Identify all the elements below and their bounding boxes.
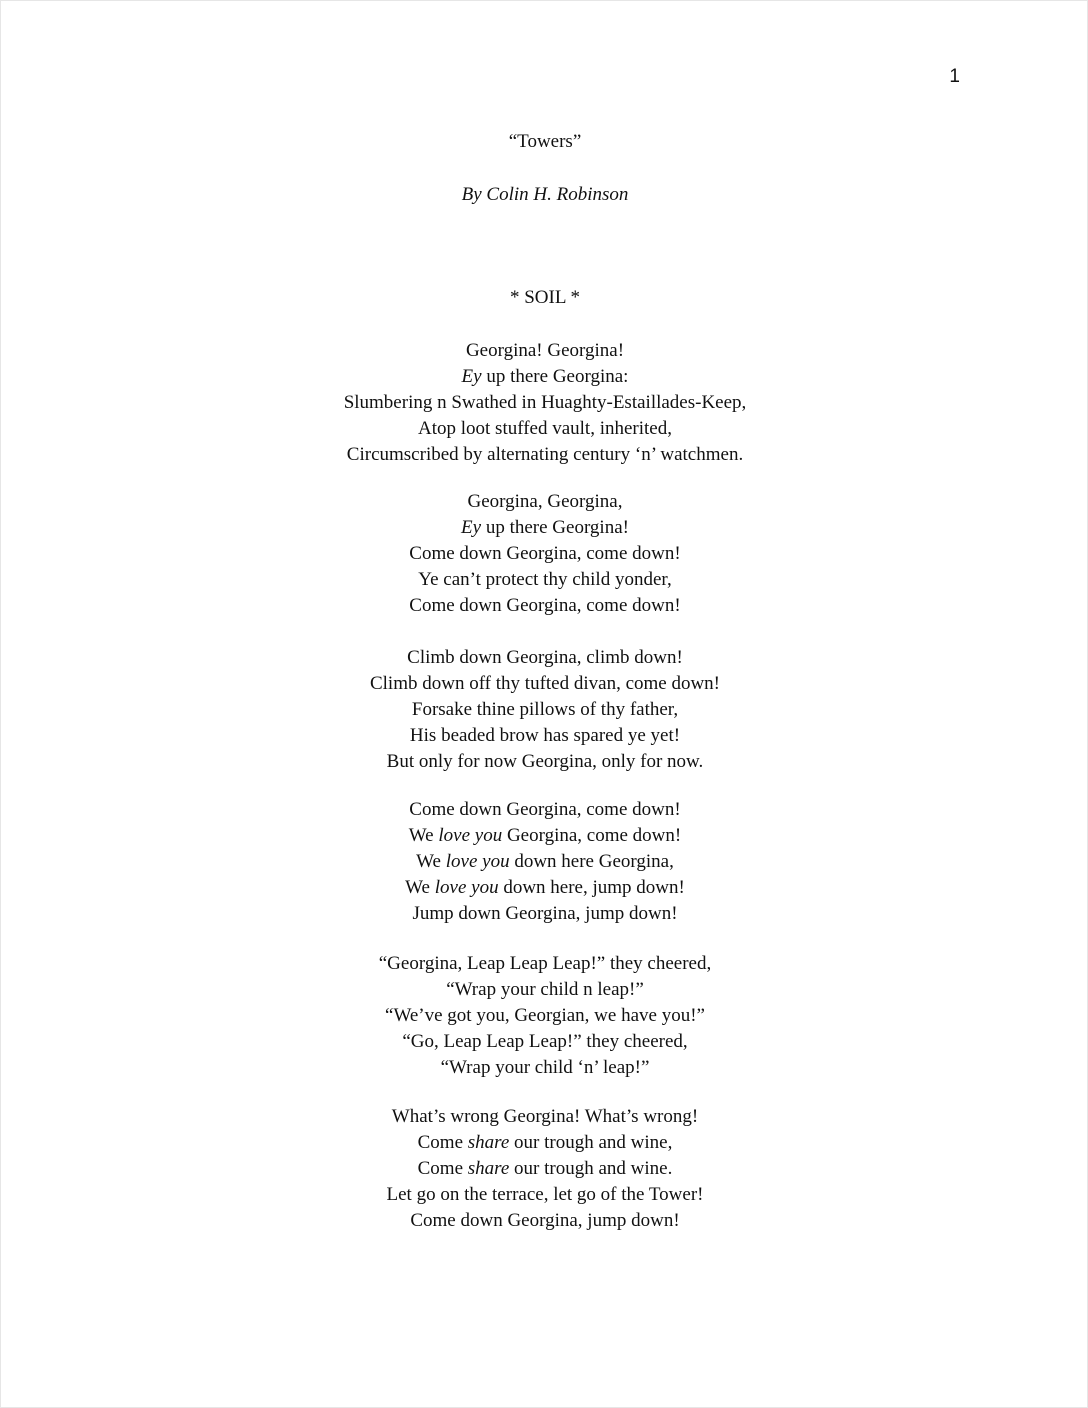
poem-byline: By Colin H. Robinson: [461, 184, 629, 205]
emphasized-text: Ey: [461, 517, 482, 538]
emphasized-text: Ey: [461, 366, 482, 387]
line-text: Come down Georgina, come down!: [409, 799, 681, 820]
line-text: “Go, Leap Leap Leap!” they cheered,: [402, 1031, 688, 1052]
poem-line: [1, 645, 1088, 671]
poem-line: [1, 1130, 1088, 1156]
stanza-4: [1, 797, 1088, 927]
poem-line: [1, 390, 1088, 416]
emphasized-text: share: [467, 1132, 510, 1153]
stanza-2: [1, 489, 1088, 619]
line-text: His beaded brow has spared ye yet!: [409, 725, 681, 746]
line-text: Georgina, Georgina,: [467, 491, 623, 512]
poem-line: [1, 697, 1088, 723]
line-text: We: [408, 825, 439, 846]
line-text: Come: [417, 1158, 468, 1179]
line-text: up there Georgina:: [481, 366, 629, 387]
line-text: “We’ve got you, Georgian, we have you!”: [385, 1005, 705, 1026]
poem-line: [1, 1003, 1088, 1029]
poem-line: [1, 541, 1088, 567]
stanza-5: [1, 951, 1088, 1081]
poem-line: [1, 723, 1088, 749]
stanza-6: [1, 1104, 1088, 1234]
emphasized-text: love you: [438, 825, 503, 846]
poem-line: [1, 849, 1088, 875]
poem-line: [1, 338, 1088, 364]
emphasized-text: love you: [434, 877, 499, 898]
line-text: our trough and wine,: [509, 1132, 673, 1153]
line-text: Come down Georgina, come down!: [409, 595, 681, 616]
line-text: We: [416, 851, 446, 872]
line-text: Circumscribed by alternating century ‘n’ watchmen.: [346, 444, 744, 465]
line-text: Atop loot stuffed vault, inherited,: [418, 418, 672, 439]
line-text: Jump down Georgina, jump down!: [412, 903, 678, 924]
stanza-1: [1, 338, 1088, 468]
line-text: What’s wrong Georgina! What’s wrong!: [391, 1106, 699, 1127]
line-text: Climb down Georgina, climb down!: [407, 647, 683, 668]
poem-line: [1, 442, 1088, 468]
line-text: “Georgina, Leap Leap Leap!” they cheered,: [378, 953, 712, 974]
poem-line: [1, 875, 1088, 901]
poem-line: [1, 749, 1088, 775]
poem-line: [1, 567, 1088, 593]
line-text: Let go on the terrace, let go of the Tower!: [386, 1184, 704, 1205]
poem-line: [1, 1182, 1088, 1208]
line-text: Come down Georgina, jump down!: [410, 1210, 680, 1231]
line-text: “Wrap your child ‘n’ leap!”: [440, 1057, 650, 1078]
poem-line: [1, 823, 1088, 849]
poem-line: [1, 416, 1088, 442]
page-number: 1: [949, 66, 960, 87]
line-text: down here, jump down!: [498, 877, 685, 898]
poem-line: [1, 364, 1088, 390]
line-text: up there Georgina!: [481, 517, 629, 538]
line-text: Georgina, come down!: [502, 825, 682, 846]
poem-line: [1, 1029, 1088, 1055]
line-text: Come: [417, 1132, 468, 1153]
emphasized-text: share: [467, 1158, 510, 1179]
section-heading: * SOIL *: [509, 287, 581, 308]
line-text: down here Georgina,: [509, 851, 674, 872]
line-text: We: [405, 877, 435, 898]
poem-line: [1, 515, 1088, 541]
line-text: But only for now Georgina, only for now.: [386, 751, 704, 772]
poem-line: [1, 1055, 1088, 1081]
line-text: Slumbering n Swathed in Huaghty-Estaillades-Keep,: [343, 392, 747, 413]
poem-line: [1, 977, 1088, 1003]
line-text: Ye can’t protect thy child yonder,: [418, 569, 672, 590]
line-text: Climb down off thy tufted divan, come down!: [369, 673, 721, 694]
emphasized-text: love you: [445, 851, 510, 872]
line-text: Georgina! Georgina!: [465, 340, 625, 361]
poem-line: [1, 797, 1088, 823]
poem-line: [1, 593, 1088, 619]
poem-line: [1, 671, 1088, 697]
poem-title: “Towers”: [508, 131, 582, 152]
poem-line: [1, 1104, 1088, 1130]
line-text: our trough and wine.: [509, 1158, 673, 1179]
line-text: Come down Georgina, come down!: [409, 543, 681, 564]
poem-line: [1, 901, 1088, 927]
poem-line: [1, 951, 1088, 977]
poem-line: [1, 1156, 1088, 1182]
poem-line: [1, 489, 1088, 515]
poem-line: [1, 1208, 1088, 1234]
stanza-3: [1, 645, 1088, 775]
line-text: Forsake thine pillows of thy father,: [411, 699, 679, 720]
line-text: “Wrap your child n leap!”: [446, 979, 644, 1000]
